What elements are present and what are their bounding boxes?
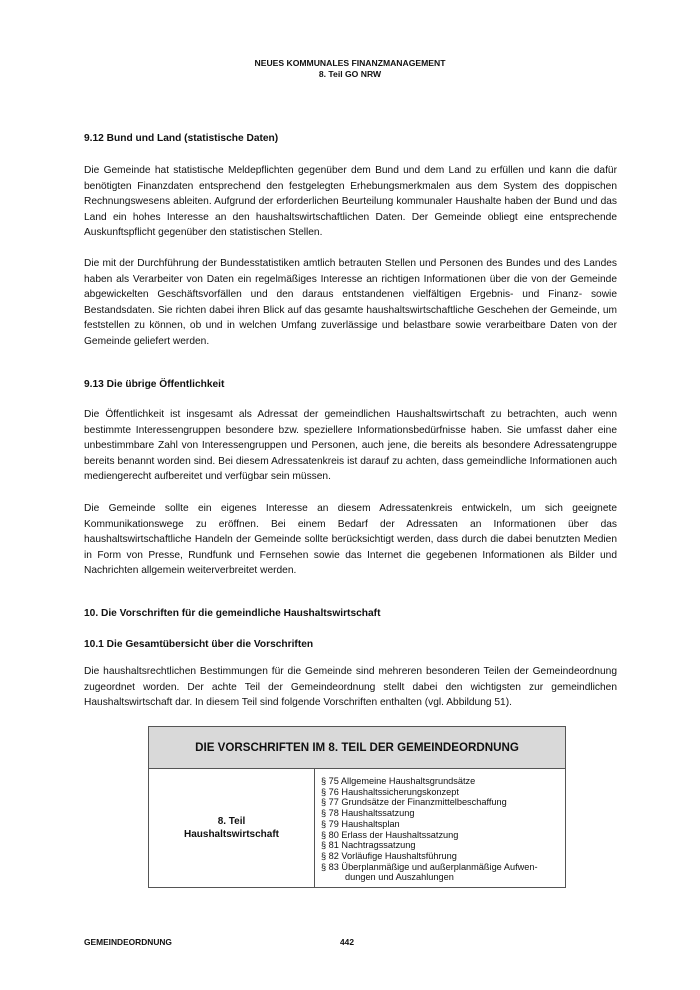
page-number: 442 [340, 937, 354, 947]
section-heading-9-13: 9.13 Die übrige Öffentlichkeit [84, 379, 225, 390]
rule-item: § 82 Vorläufige Haushaltsführung [321, 850, 457, 861]
rule-item: § 83 Überplanmäßige und außerplanmäßige Aufwen- [321, 861, 538, 872]
rule-item: § 75 Allgemeine Haushaltsgrundsätze [321, 776, 476, 786]
paragraph-9-13-2: Die Gemeinde sollte ein eigenes Interesse an diesem Adressatenkreis entwickeln, um sich geeignete Kommunikationswege zu eröffnen. Bei einem Bedarf der Adressaten an Informationen über das haushaltswirtschaftliche Handeln der Gemeinde sollte berücksichtigt werden, dass durch die dabei benutzten Medien in Form von Presse, Rundfunk und Fernsehen sowie das Internet die gegebenen Informationen als Bilder und Nachrichten allgemein weiterverbreitet werden. [84, 503, 617, 577]
paragraph-9-12-1: Die Gemeinde hat statistische Meldepflichten gegenüber dem Bund und dem Land zu erfüllen und kann die dafür benötigten Finanzdaten entsprechend den festgelegten Erhebungsmerkmalen aus dem System des doppischen Rechnungswesens ableiten. Aufgrund der erforderlichen Beurteilung kommunaler Haushalte haben der Bund und das Land ein hohes Interesse an den haushaltswirtschaftlichen Daten. Der Gemeinde obliegt eine entsprechende Auskunftspflicht gegenüber den statistischen Stellen. [84, 165, 617, 239]
part-cell [149, 769, 315, 888]
paragraph-10-1-1: Die haushaltsrechtlichen Bestimmungen für die Gemeinde sind mehreren besonderen Teilen der Gemeindeordnung zugeordnet worden. Der achte Teil der Gemeindeordnung stellt dabei den wichtigsten zur gemeindlichen Haushaltswirtschaft dar. In diesem Teil sind folgende Vorschriften enthalten (vgl. Abbildung 51). [84, 666, 617, 709]
section-heading-10-1: 10.1 Die Gesamtübersicht über die Vorschriften [84, 639, 314, 650]
rule-item: § 78 Haushaltssatzung [321, 808, 415, 819]
rules-list [315, 769, 566, 888]
rule-item-continuation: dungen und Auszahlungen [345, 872, 454, 883]
footer-label: GEMEINDEORDNUNG [84, 937, 172, 947]
page-header [0, 58, 700, 79]
header-subtitle: 8. Teil GO NRW [318, 68, 382, 79]
part-number: 8. Teil [217, 816, 246, 828]
rule-item: § 77 Grundsätze der Finanzmittelbeschaffung [321, 797, 507, 808]
section-heading-10: 10. Die Vorschriften für die gemeindliche Haushaltswirtschaft [84, 608, 381, 619]
rule-item: § 79 Haushaltsplan [321, 818, 400, 829]
paragraph-9-12-2: Die mit der Durchführung der Bundesstatistiken amtlich betrauten Stellen und Personen des Bundes und des Landes haben als Verarbeiter von Daten ein regelmäßiges Interesse an richtigen Informationen über die von der Gemeinde abgewickelten Geschäftsvorfällen und den daraus entstandenen vielfältigen Ergebnis- und Finanz- sowie Bestandsdaten. Sie richten dabei ihren Blick auf das gesamte haushaltswirtschaftliche Geschehen der Gemeinde, um feststellen zu können, ob und in welchen Umfang zuverlässige und belastbare sowie verarbeitbare Daten von der Gemeinde geliefert werden. [84, 258, 617, 347]
rule-item: § 76 Haushaltssicherungskonzept [321, 786, 459, 797]
rules-overview-table [148, 726, 566, 888]
table-title: DIE VORSCHRIFTEN IM 8. TEIL DER GEMEINDEORDNUNG [149, 727, 566, 769]
rule-item: § 80 Erlass der Haushaltssatzung [321, 829, 459, 840]
part-name: Haushaltswirtschaft [183, 829, 280, 841]
rule-item: § 81 Nachtragssatzung [321, 840, 416, 851]
paragraph-9-13-1: Die Öffentlichkeit ist insgesamt als Adressat der gemeindlichen Haushaltswirtschaft zu betrachten, auch wenn bestimmte Interessengruppen besondere bzw. speziellere Informationsbedürfnisse haben. Sie umfasst daher eine unbestimmbare Zahl von Interessengruppen und Personen, auch jene, die bereits als besondere Adressatengruppe bereits benannt worden sind. Bei diesem Adressatenkreis ist darauf zu achten, dass gemeindliche Informationen auch mediengerecht aufbereitet und verfügbar sein müssen. [84, 409, 617, 483]
header-title: NEUES KOMMUNALES FINANZMANAGEMENT [254, 58, 446, 68]
section-heading-9-12: 9.12 Bund und Land (statistische Daten) [84, 133, 279, 144]
